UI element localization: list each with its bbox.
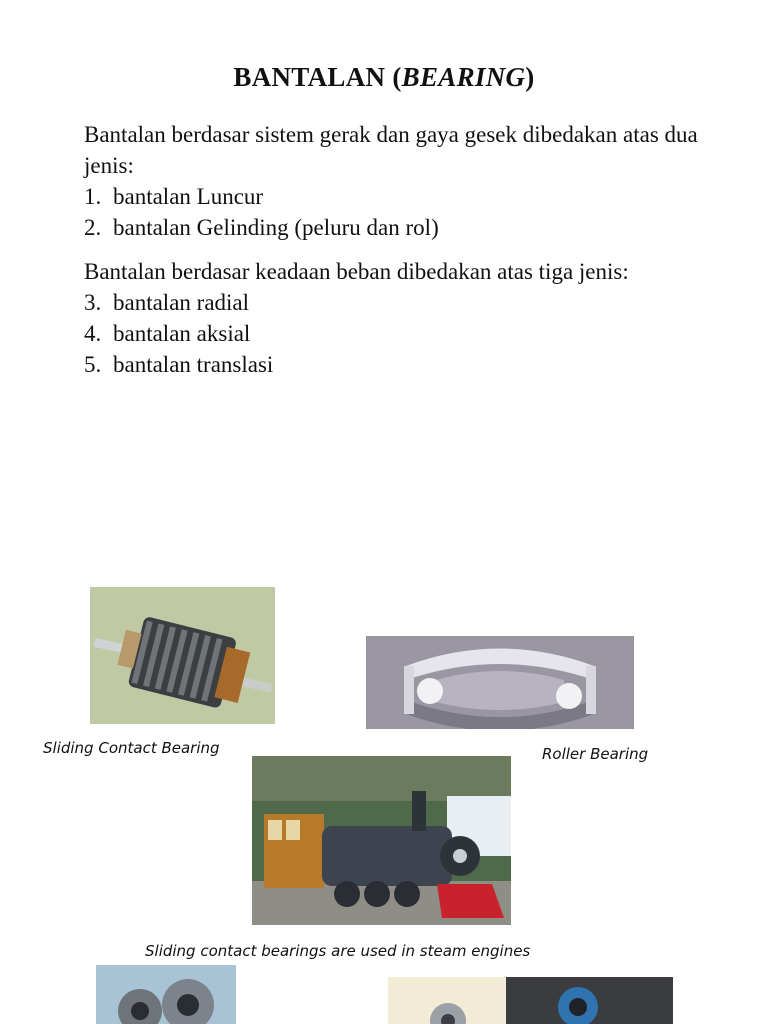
bearing-load-list <box>84 287 724 380</box>
bearing-type-list <box>84 181 724 243</box>
steam-locomotive-image <box>252 756 511 925</box>
caption-sliding-contact: Sliding Contact Bearing <box>43 739 220 757</box>
ball-bearing-image <box>366 636 634 729</box>
section-load-motion <box>84 119 724 243</box>
section-load-type <box>84 256 724 380</box>
section-intro: Bantalan berdasar keadaan beban dibedakan atas tiga jenis: <box>84 259 629 284</box>
double-bearing-image <box>96 965 236 1024</box>
caption-roller-bearing: Roller Bearing <box>542 745 649 763</box>
list-item: 3. bantalan radial <box>84 290 250 315</box>
section-intro: Bantalan berdasar sistem gerak dan gaya gesek dibedakan atas dua jenis: <box>84 122 698 178</box>
list-item: 2. bantalan Gelinding (peluru dan rol) <box>84 215 439 240</box>
armature-image <box>90 587 275 724</box>
wheel-bearing-image <box>388 977 673 1024</box>
caption-steam-engines: Sliding contact bearings are used in steam engines <box>145 942 531 960</box>
list-item: 5. bantalan translasi <box>84 352 274 377</box>
list-item: 4. bantalan aksial <box>84 321 251 346</box>
slide-title: BANTALAN (BEARING) <box>233 62 535 92</box>
list-item: 1. bantalan Luncur <box>84 184 264 209</box>
